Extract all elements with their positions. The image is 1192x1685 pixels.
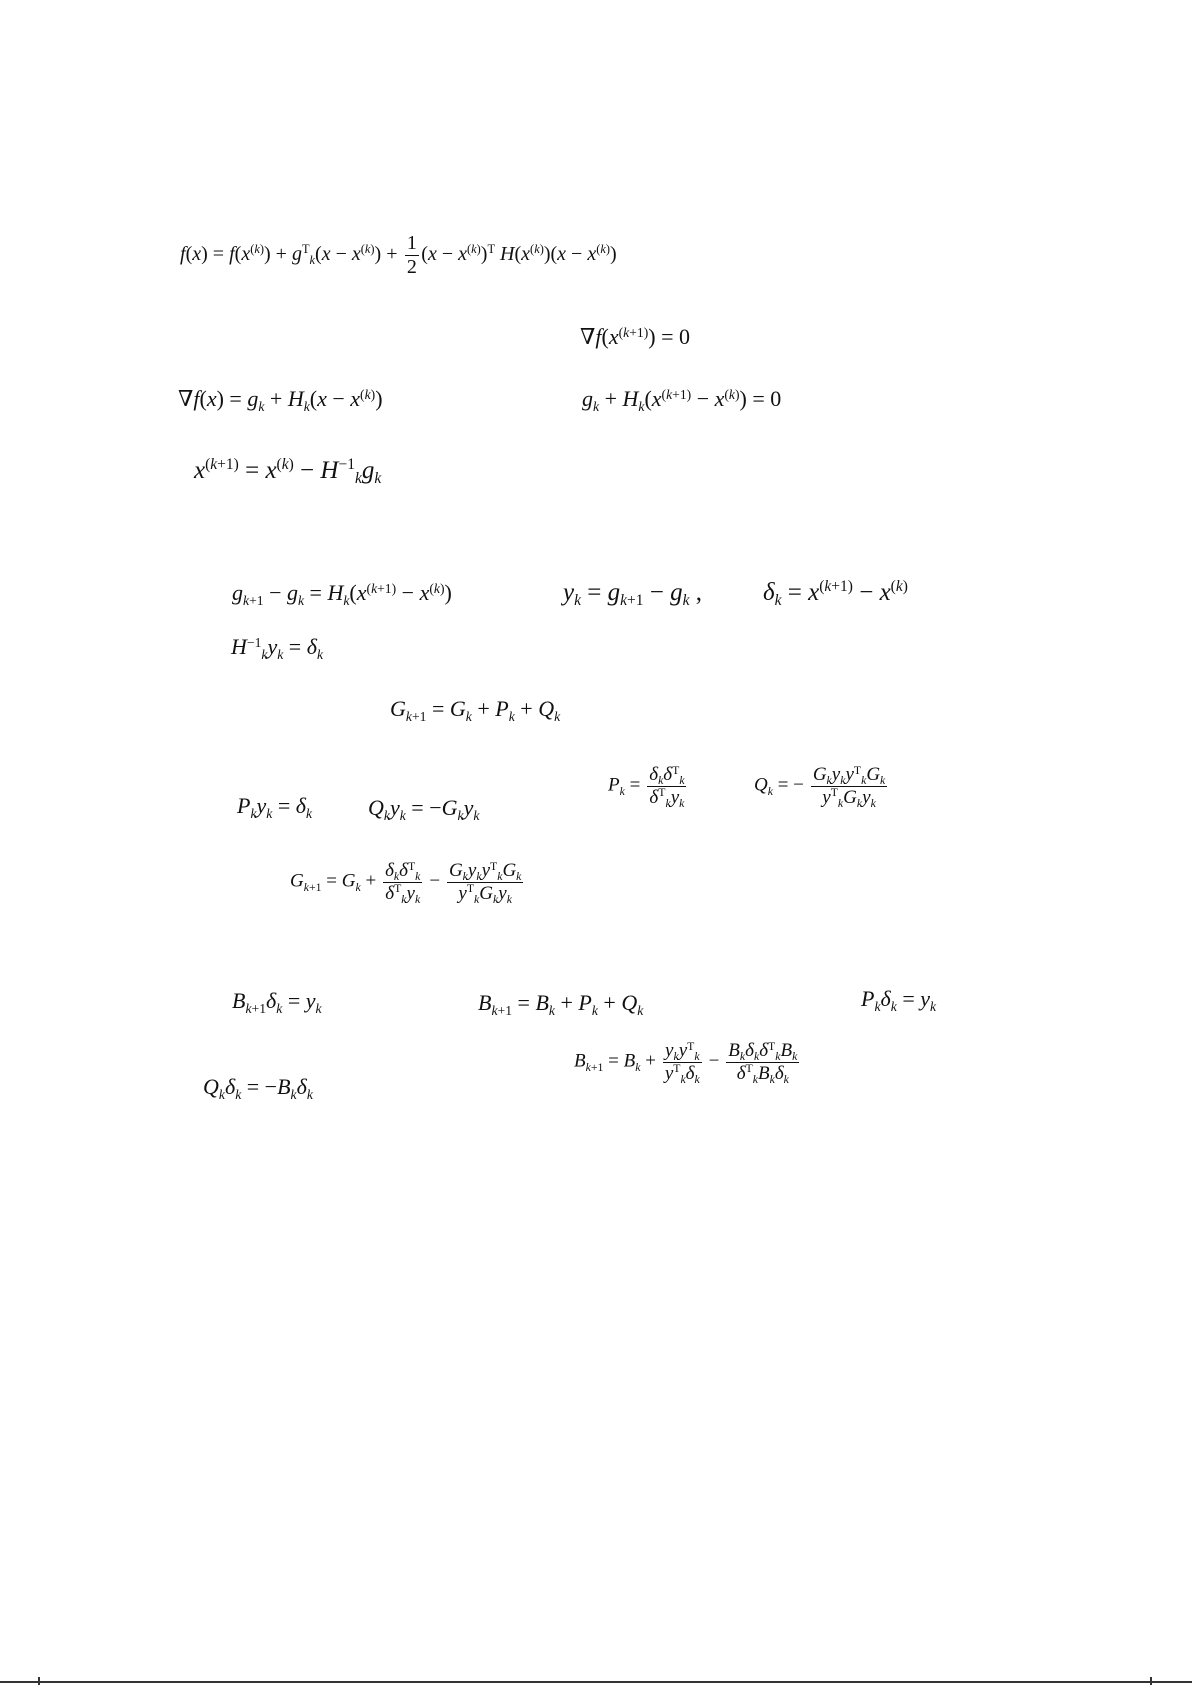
equation-g-update: $G_{k+1} = G_k + P_k + Q_k$ <box>390 696 561 724</box>
equation-secant-difference: $g_{k+1} - g_k = H_k(x^{(k+1)} - x^{(k)})$ <box>232 580 452 608</box>
equation-taylor-expansion: $f(x) = f(x^{(k)}) + g^T_k(x - x^{(k)})$ + $\frac{1}{2}$ $(x - x^{(k)})^T$ $H(x^{(k)})(x - x^{(k)})$ <box>180 232 617 278</box>
equation-delta-definition: $\delta_k = x^{(k+1)} - x^{(k)}$ <box>763 578 908 610</box>
equation-gradient-zero: $\nabla f(x^{(k+1)}) = 0$ <box>580 324 690 349</box>
equation-gradient-f: $\nabla f(x) = g_k + H_k(x - x^{(k)})$ <box>178 386 383 414</box>
equation-q-definition: $Q_k$ = − $\frac{G_ky_ky^T_kG_k}{y^T_kG_ky_k}$ <box>754 763 886 810</box>
equation-p-definition: $P_k$ = $\frac{\delta_k\delta^T_k}{\delta^T_ky_k}$ <box>608 763 685 810</box>
equation-dfp-update: $G_{k+1} = G_k$ + $\frac{\delta_k\delta^T_k}{\delta^T_ky_k}$ − $\frac{G_ky_ky^T_kG_k}{y^T_kG_ky_k}$ <box>290 859 522 906</box>
equation-newton-step: $x^{(k+1)} = x^{(k)} - H^{-1}_kg_k$ <box>194 456 382 488</box>
equation-q-condition: $Q_ky_k = -G_ky_k$ <box>368 795 480 823</box>
page-bottom-tick-left <box>38 1677 40 1685</box>
equation-inverse-secant: $H^{-1}_ky_k = \delta_k$ <box>231 634 323 662</box>
equation-b-update: $B_{k+1} = B_k + P_k + Q_k$ <box>478 990 644 1018</box>
equation-y-definition: $y_k = g_{k+1} - g_k$ , <box>563 579 702 610</box>
page-bottom-tick-right <box>1150 1677 1152 1685</box>
equation-pb-condition: $P_k\delta_k = y_k$ <box>861 986 937 1014</box>
equation-b-secant: $B_{k+1}\delta_k = y_k$ <box>232 988 322 1016</box>
equation-p-condition: $P_ky_k = \delta_k$ <box>237 793 313 821</box>
equation-gradient-condition: $g_k + H_k(x^{(k+1)} - x^{(k)}) = 0$ <box>582 386 782 414</box>
equation-qb-condition: $Q_k\delta_k = -B_k\delta_k$ <box>203 1074 313 1102</box>
page-bottom-rule <box>0 1681 1192 1683</box>
equation-bfgs-update: $B_{k+1} = B_k$ + $\frac{y_ky^T_k}{y^T_k\delta_k}$ − $\frac{B_k\delta_k\delta^T_kB_k}{\delta^T_kB_k\delta_k}$ <box>574 1039 798 1086</box>
